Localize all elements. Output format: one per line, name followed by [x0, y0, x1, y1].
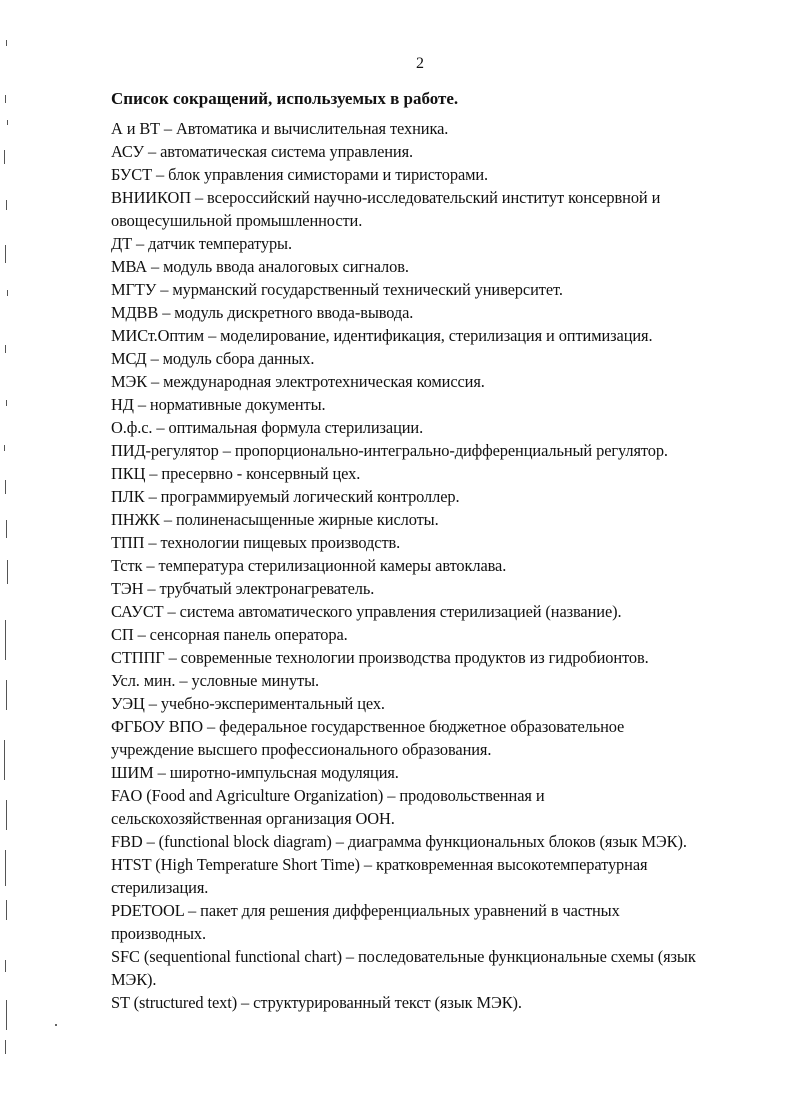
list-item: ПИД-регулятор – пропорционально-интегрально-дифференциальный регулятор.: [111, 441, 668, 460]
list-item: Тстк – температура стерилизационной камеры автоклава.: [111, 556, 507, 575]
scan-speck: [55, 1024, 57, 1026]
list-item: ФГБОУ ВПО – федеральное государственное бюджетное образовательное учреждение высшего профессионального образования.: [111, 717, 625, 759]
list-item: ДТ – датчик температуры.: [111, 234, 292, 253]
page-title: Список сокращений, используемых в работе.: [111, 89, 459, 108]
list-item: FAO (Food and Agriculture Organization) – продовольственная и сельскохозяйственная организация ООН.: [111, 786, 545, 828]
list-item: СТППГ – современные технологии производства продуктов из гидробионтов.: [111, 648, 649, 667]
list-item: PDETOOL – пакет для решения дифференциальных уравнений в частных производных.: [111, 901, 620, 943]
list-item: УЭЦ – учебно-экспериментальный цех.: [111, 694, 385, 713]
list-item: HTST (High Temperature Short Time) – кратковременная высокотемпературная стерилизация.: [111, 855, 648, 897]
list-item: АСУ – автоматическая система управления.: [111, 142, 414, 161]
list-item: ПКЦ – пресервно - консервный цех.: [111, 464, 361, 483]
list-item: ВНИИКОП – всероссийский научно-исследовательский институт консервной и овощесушильной промышленности.: [111, 188, 661, 230]
list-item: СП – сенсорная панель оператора.: [111, 625, 348, 644]
list-item: МИСт.Оптим – моделирование, идентификация, стерилизация и оптимизация.: [111, 326, 653, 345]
list-item: ПНЖК – полиненасыщенные жирные кислоты.: [111, 510, 439, 529]
list-item: FBD – (functional block diagram) – диаграмма функциональных блоков (язык МЭК).: [111, 832, 687, 851]
list-item: МГТУ – мурманский государственный технический университет.: [111, 280, 563, 299]
list-item: SFC (sequentional functional chart) – последовательные функциональные схемы (язык МЭК).: [111, 947, 696, 989]
list-item: Усл. мин. – условные минуты.: [111, 671, 320, 690]
list-item: МЭК – международная электротехническая комиссия.: [111, 372, 485, 391]
list-item: САУСТ – система автоматического управления стерилизацией (название).: [111, 602, 622, 621]
list-item: ШИМ – широтно-импульсная модуляция.: [111, 763, 399, 782]
list-item: ТЭН – трубчатый электронагреватель.: [111, 579, 375, 598]
list-item: О.ф.с. – оптимальная формула стерилизации.: [111, 418, 424, 437]
list-item: ТПП – технологии пищевых производств.: [111, 533, 401, 552]
list-item: МДВВ – модуль дискретного ввода-вывода.: [111, 303, 414, 322]
scan-margin-marks: [0, 0, 20, 1093]
list-item: ST (structured text) – структурированный текст (язык МЭК).: [111, 993, 522, 1012]
list-item: НД – нормативные документы.: [111, 395, 326, 414]
abbreviation-list: [111, 117, 761, 1014]
list-item: ПЛК – программируемый логический контроллер.: [111, 487, 460, 506]
list-item: БУСТ – блок управления симисторами и тиристорами.: [111, 165, 489, 184]
list-item: МВА – модуль ввода аналоговых сигналов.: [111, 257, 409, 276]
list-item: А и ВТ – Автоматика и вычислительная техника.: [111, 119, 449, 138]
list-item: МСД – модуль сбора данных.: [111, 349, 315, 368]
page-number: 2: [416, 55, 424, 72]
